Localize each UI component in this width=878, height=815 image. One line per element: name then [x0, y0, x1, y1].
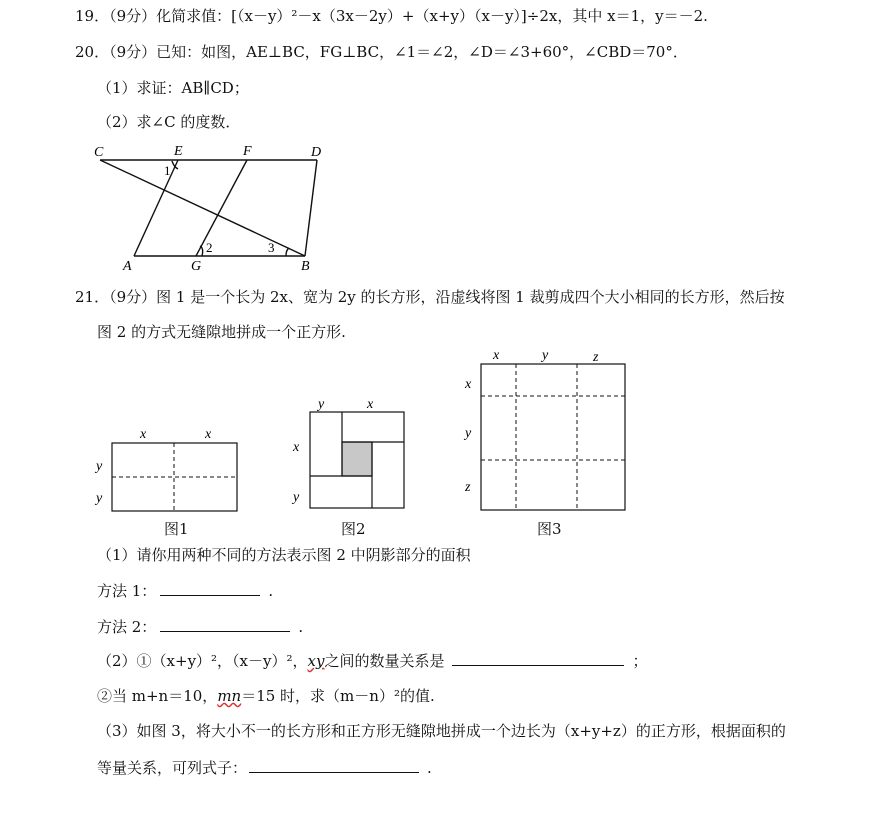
q21-stem-line1: 21．（9分）图 1 是一个长为 2x、宽为 2y 的长方形，沿虚线将图 1 裁剪成四个大小相同的长方形，然后按 — [75, 288, 785, 306]
method2-period: . — [298, 618, 304, 636]
method1-label: 方法 1： — [97, 582, 157, 600]
q21-method2-row — [97, 617, 303, 637]
fig3-caption: 图3 — [537, 520, 562, 538]
q21-method1-row — [97, 581, 273, 601]
fig3-label-left1: x — [465, 377, 472, 392]
part2a-answer-blank[interactable] — [452, 651, 624, 666]
method1-answer-blank[interactable] — [160, 581, 260, 596]
q20-figure — [88, 140, 338, 275]
part2a-suffix: 之间的数量关系是 — [324, 652, 445, 670]
fig2-caption: 图2 — [341, 520, 366, 538]
q19-text: 19．（9分）化简求值：[（x－y）²－x（3x－2y）+（x+y）（x－y）]÷2x，其中 x＝1，y＝－2. — [75, 7, 708, 25]
q21-figure-3 — [456, 346, 636, 514]
segment-ae — [134, 160, 178, 256]
q20-stem: 20．（9分）已知：如图，AE⊥BC，FG⊥BC，∠1＝∠2，∠D＝∠3+60°，∠CBD＝70°． — [75, 43, 688, 61]
segment-db — [305, 160, 317, 256]
part2b-suffix: ＝15 时，求（m－n）²的值. — [241, 687, 435, 705]
fig3-label-top3: z — [593, 350, 599, 365]
angle-3-arc — [286, 248, 289, 256]
fig3-label-top1: x — [493, 348, 500, 363]
fig3-outer-square — [481, 364, 625, 510]
label-a: A — [123, 259, 132, 274]
label-d: D — [311, 145, 322, 160]
part2a-prefix: （2）①（x+y）²，（x－y）²， — [97, 652, 308, 670]
label-g: G — [191, 259, 202, 274]
label-b: B — [301, 259, 310, 274]
method2-label: 方法 2： — [97, 618, 157, 636]
part2a-xy: xy — [307, 652, 325, 670]
label-f: F — [243, 144, 252, 159]
q21-part1: （1）请你用两种不同的方法表示图 2 中阴影部分的面积 — [97, 546, 471, 564]
angle-3-label: 3 — [268, 240, 275, 255]
q21-part3-line1: （3）如图 3，将大小不一的长方形和正方形无缝隙地拼成一个边长为（x+y+z）的正方形，根据面积的 — [97, 722, 786, 740]
fig1-label-left2: y — [96, 491, 103, 506]
method1-period: . — [268, 582, 274, 600]
q21-part2a-row — [97, 651, 647, 671]
method2-answer-blank[interactable] — [160, 617, 290, 632]
angle-1-label: 1 — [164, 163, 171, 178]
fig1-label-top1: x — [140, 427, 147, 442]
part3-line2: 等量关系，可列式子： — [97, 759, 248, 777]
angle-2-label: 2 — [206, 240, 213, 255]
fig2-label-left2: y — [293, 490, 300, 505]
part2b-prefix: ②当 m+n＝10， — [97, 687, 218, 705]
q21-figure-1 — [88, 422, 248, 517]
part2b-mn: mn — [217, 687, 242, 705]
fig1-caption: 图1 — [164, 520, 189, 538]
part3-period: . — [427, 759, 432, 777]
fig2-shaded-square — [342, 442, 372, 476]
fig3-label-left3: z — [465, 480, 471, 495]
q20-part2: （2）求∠C 的度数． — [97, 113, 241, 131]
part2a-semicolon: ； — [632, 652, 648, 670]
q20-part1: （1）求证：AB∥CD； — [97, 79, 249, 97]
fig2-label-top2: x — [367, 397, 374, 412]
fig1-label-left1: y — [96, 459, 103, 474]
fig2-label-left1: x — [293, 440, 300, 455]
q21-figure-2 — [285, 394, 415, 514]
q21-part2b-row — [97, 686, 435, 706]
part3-answer-blank[interactable] — [249, 758, 419, 773]
label-c: C — [94, 145, 104, 160]
label-e: E — [174, 144, 183, 159]
fig3-label-left2: y — [465, 426, 472, 441]
fig2-label-top1: y — [318, 397, 325, 412]
fig1-label-top2: x — [205, 427, 212, 442]
q21-stem-line2: 图 2 的方式无缝隙地拼成一个正方形. — [97, 323, 346, 341]
fig3-label-top2: y — [542, 348, 549, 363]
q21-part3-row2 — [97, 758, 432, 778]
